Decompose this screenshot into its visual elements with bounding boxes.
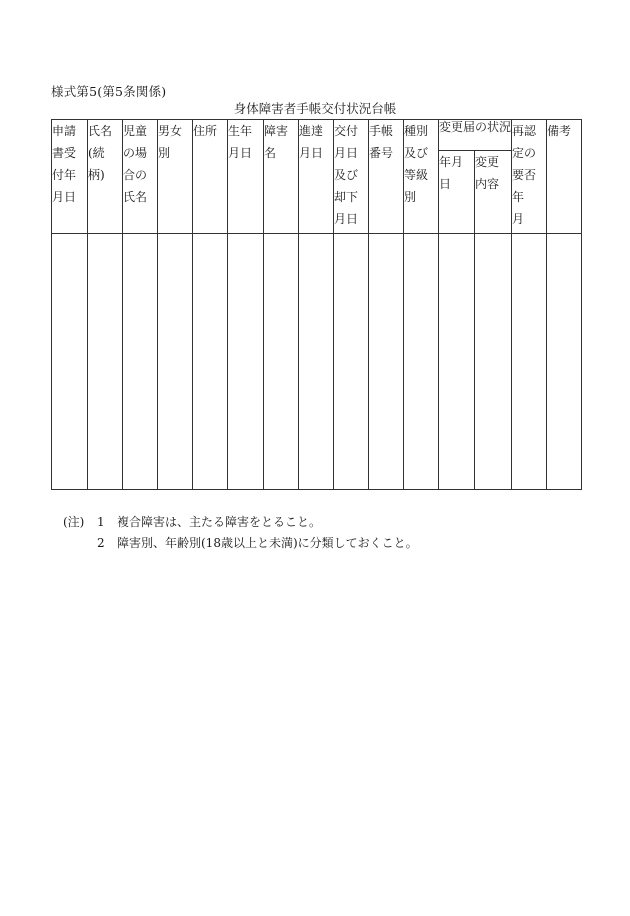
cell-recert — [512, 234, 547, 490]
cell-address — [193, 234, 228, 490]
notes-prefix: (注) — [63, 515, 85, 529]
header-remarks: 備考 — [547, 120, 582, 234]
header-sex: 男女 別 — [158, 120, 193, 234]
cell-delivery-date — [299, 234, 334, 490]
form-number: 様式第5(第5条関係) — [51, 84, 167, 99]
ledger-table — [51, 119, 582, 490]
cell-handbook-number — [369, 234, 404, 490]
header-application: 申請 書受 付年 月日 — [52, 120, 88, 234]
cell-birthdate — [228, 234, 264, 490]
note-item-1 — [63, 512, 418, 533]
cell-disability-name — [264, 234, 299, 490]
header-row-top — [52, 120, 582, 151]
header-delivery-date: 進達 月日 — [299, 120, 334, 234]
table-row — [52, 234, 582, 490]
cell-change-content — [475, 234, 512, 490]
note-number: 1 — [97, 515, 105, 529]
cell-child-name — [123, 234, 158, 490]
header-address: 住所 — [193, 120, 228, 234]
header-child-name: 児童 の場 合の 氏名 — [123, 120, 158, 234]
header-birthdate: 生年 月日 — [228, 120, 264, 234]
header-issue-date: 交付 月日 及び 却下 月日 — [334, 120, 369, 234]
header-name: 氏名 (続 柄) — [88, 120, 123, 234]
cell-issue-date — [334, 234, 369, 490]
header-change-content: 変更 内容 — [475, 151, 512, 234]
notes-prefix-spacer — [63, 533, 97, 554]
cell-type-grade — [404, 234, 439, 490]
header-change-date: 年月 日 — [439, 151, 475, 234]
cell-name — [88, 234, 123, 490]
note-item-2 — [63, 533, 418, 554]
note-text: 複合障害は、主たる障害をとること。 — [117, 515, 322, 529]
document-title: 身体障害者手帳交付状況台帳 — [233, 101, 397, 116]
cell-change-date — [439, 234, 475, 490]
cell-sex — [158, 234, 193, 490]
header-handbook-number: 手帳 番号 — [369, 120, 404, 234]
header-change-group: 変更届の状況 — [439, 120, 512, 151]
note-number: 2 — [97, 536, 105, 550]
header-disability-name: 障害 名 — [264, 120, 299, 234]
note-text: 障害別、年齢別(18歳以上と未満)に分類しておくこと。 — [117, 536, 418, 550]
cell-application — [52, 234, 88, 490]
header-type-grade: 種別 及び 等級 別 — [404, 120, 439, 234]
header-recert: 再認 定の 要否 年 月 — [512, 120, 547, 234]
notes — [63, 512, 418, 554]
cell-remarks — [547, 234, 582, 490]
